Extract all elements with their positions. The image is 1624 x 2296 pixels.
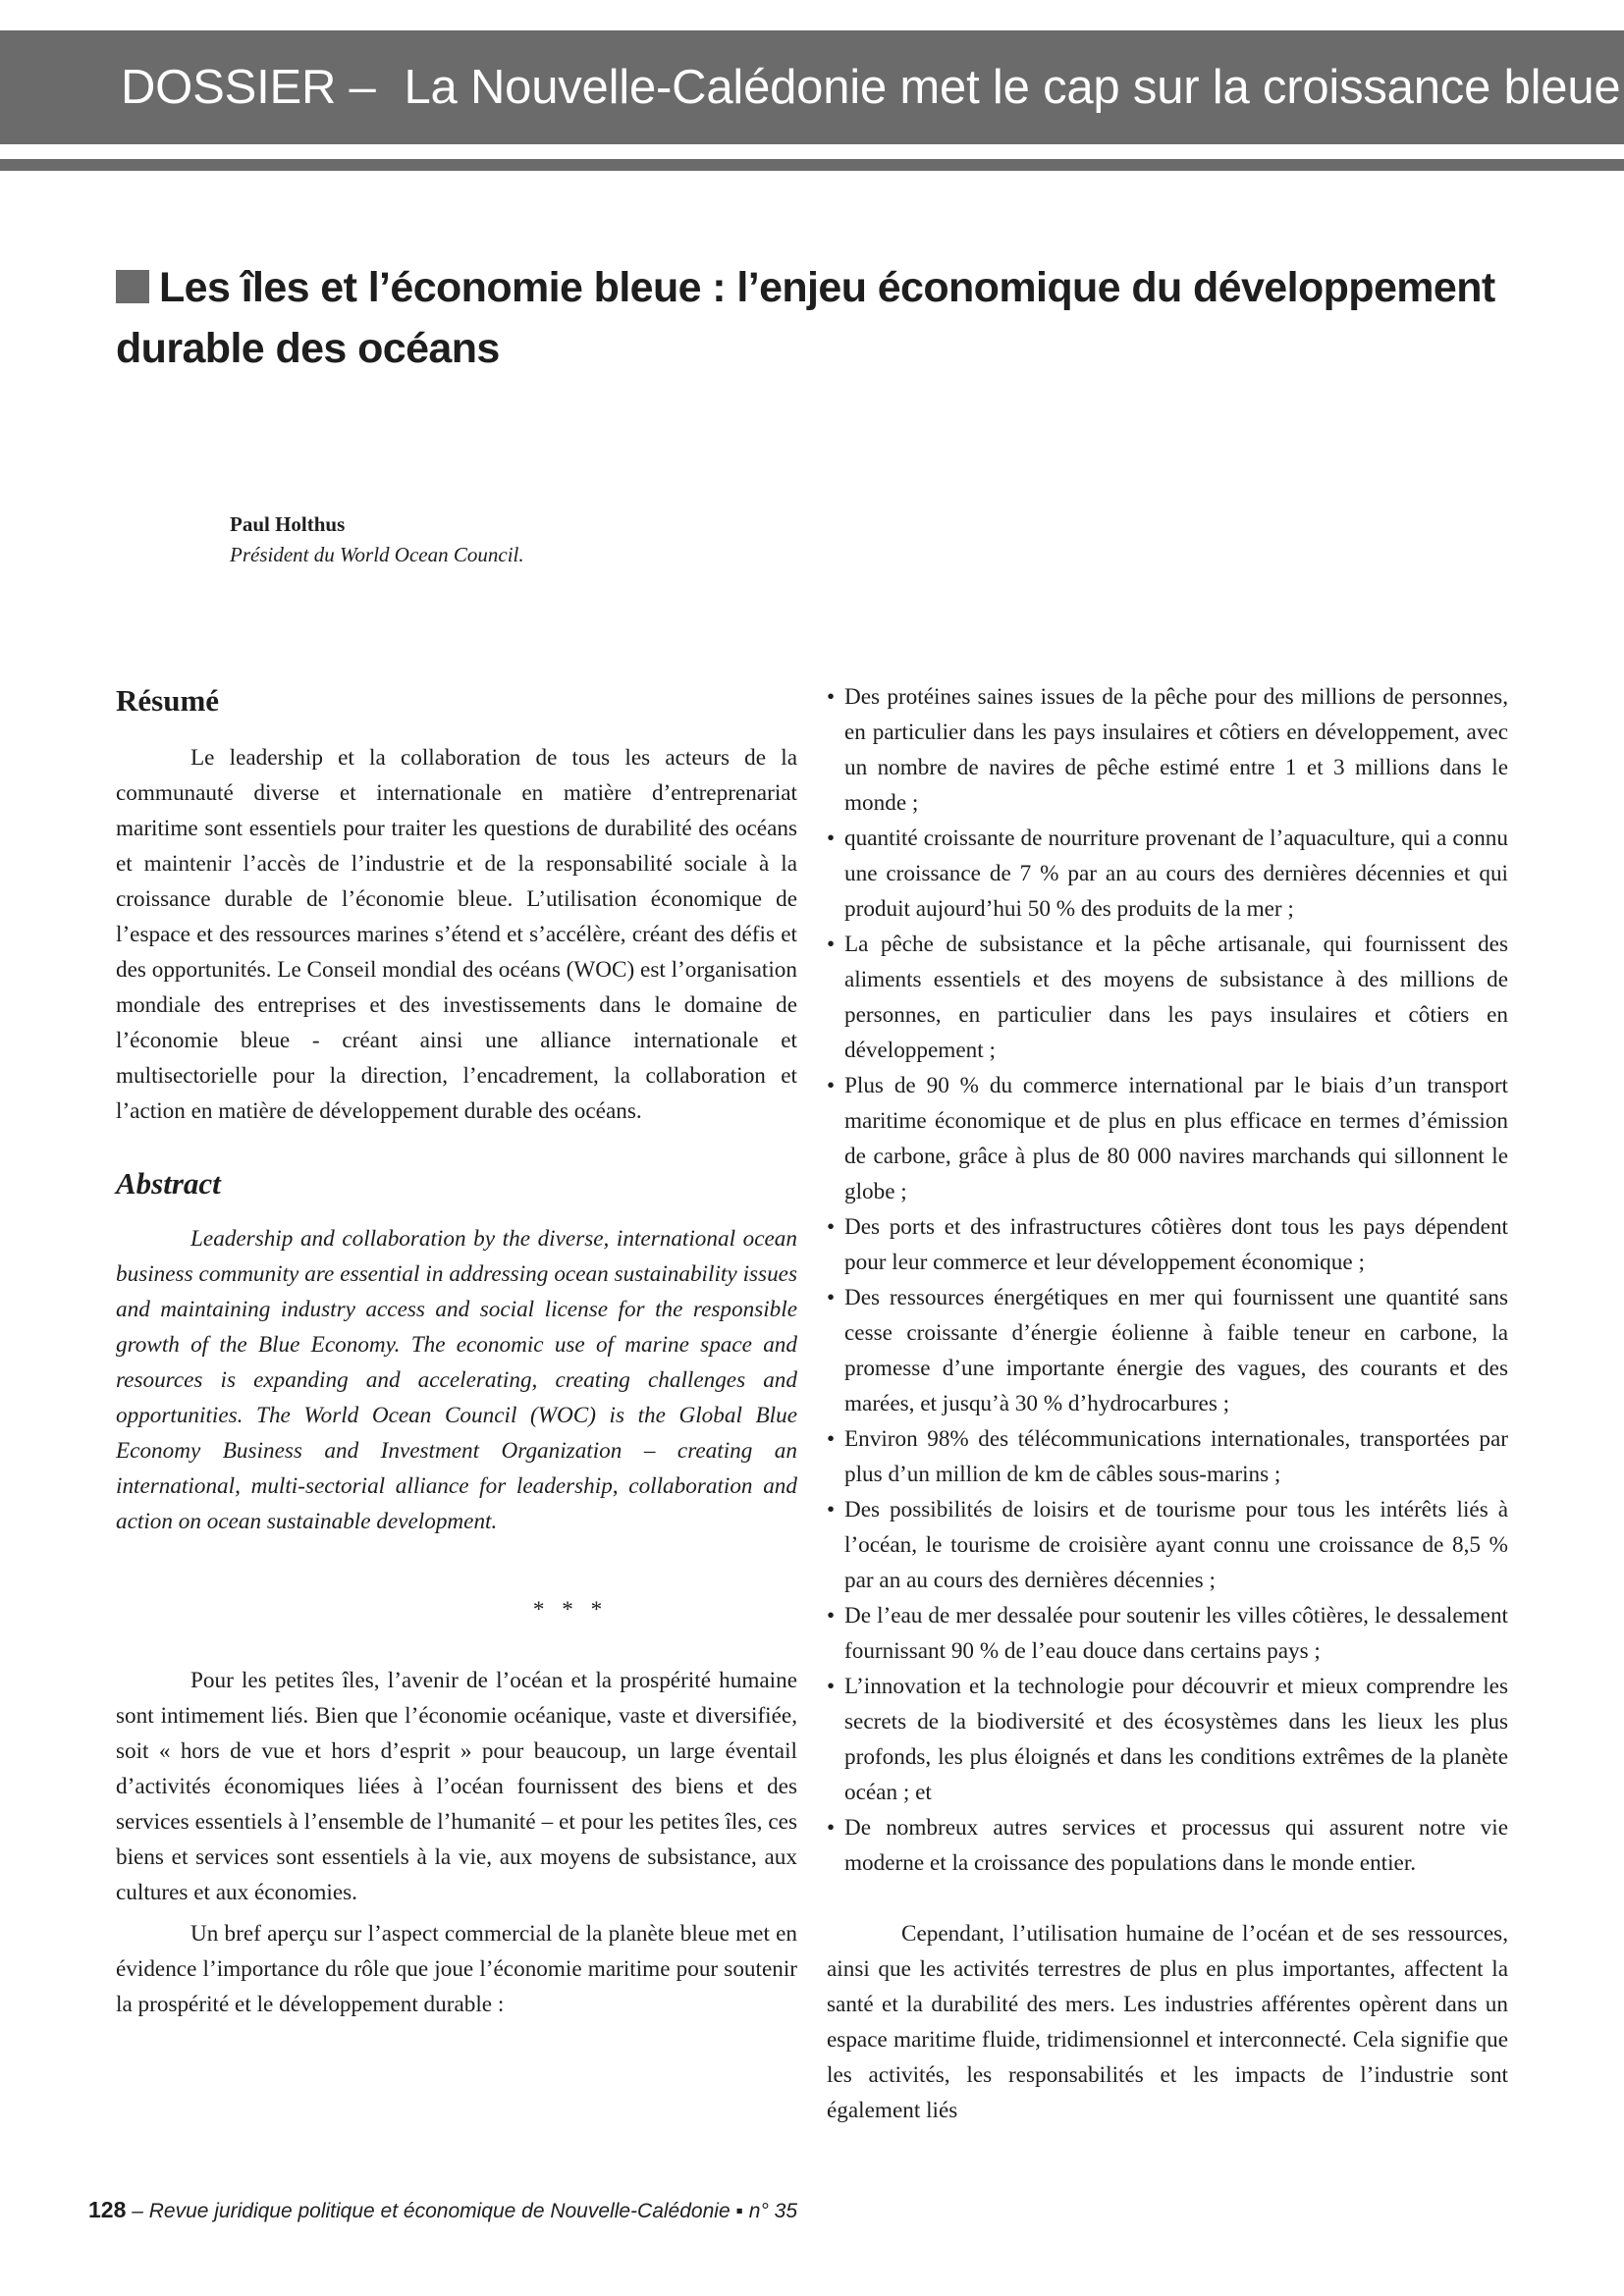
title-square-icon [116,270,149,303]
body-paragraph: Un bref aperçu sur l’aspect commercial de la planète bleue met en évidence l’importance du rôle que joue l’économie maritime pour soutenir la prospérité et le développement durable : [116,1921,797,2017]
author-name: Paul Holthus [230,512,346,536]
list-item: • Des protéines saines issues de la pêche pour des millions de personnes, en particulier dans les pays insulaires et côtiers en développement, avec un nombre de navires de pêche estimé entre 1 et 3 millions dans le monde ; [827,679,1508,821]
journal-name: – Revue juridique politique et économique de Nouvelle-Calédonie [132,2200,731,2222]
body-paragraph: Pour les petites îles, l’avenir de l’océan et la prospérité humaine sont intimement liés. Bien que l’économie océanique, vaste et diversifiée, soit « hors de vue et hors d’esprit » pour beaucoup, un large éventail d’activités économiques liées à l’océan fournissent des biens et des services essentiels à l’ensemble de l’humanité – et pour les petites îles, ces biens et services sont essentiels à la vie, aux moyens de subsistance, aux cultures et aux économies. [116,1668,797,1905]
abstract-text: Leadership and collaboration by the diverse, international ocean business community are essential in addressing ocean sustainability issues and maintaining industry access and social license for the responsible growth of the Blue Economy. The economic use of marine space and resources is expanding and accelerating, creating challenges and opportunities. The World Ocean Council (WOC) is the Global Blue Economy Business and Investment Organization – creating an international, multi-sectorial alliance for leadership, collaboration and action on ocean sustainable development. [116,1226,797,1534]
list-item: • Des ports et des infrastructures côtières dont tous les pays dépendent pour leur commerce et leur développement économique ; [827,1209,1508,1280]
list-item: • quantité croissante de nourriture provenant de l’aquaculture, qui a connu une croissance de 7 % par an au cours des dernières décennies et qui produit aujourd’hui 50 % des produits de la mer ; [827,821,1508,927]
resume-heading: Résumé [116,683,220,718]
resume-text: Le leadership et la collaboration de tous les acteurs de la communauté diverse et internationale en matière d’entreprenariat maritime sont essentiels pour traiter les questions de durabilité des océans et maintenir l’accès de l’industrie et de la responsabilité sociale à la croissance durable de l’économie bleue. L’utilisation économique de l’espace et des ressources marines s’étend et s’accélère, créant des défis et des opportunités. Le Conseil mondial des océans (WOC) est l’organisation mondiale des entreprises et des investissements dans le domaine de l’économie bleue - créant ainsi une alliance internationale et multisectorielle pour la direction, l’encadrement, la collaboration et l’action en matière de développement durable des océans. [116,745,797,1124]
page-footer [88,2197,797,2223]
dossier-label: DOSSIER – [121,61,376,114]
list-item: • Des ressources énergétiques en mer qui fournissent une quantité sans cesse croissante d’énergie éolienne à faible teneur en carbone, la promesse d’une importante énergie des vagues, des courants et des marées, et jusqu’à 30 % d’hydrocarbures ; [827,1280,1508,1421]
list-item: • Plus de 90 % du commerce international par le biais d’un transport maritime économique et de plus en plus efficace en termes d’émission de carbone, grâce à plus de 80 000 navires marchands qui sillonnent le globe ; [827,1068,1508,1209]
list-item: • Des possibilités de loisirs et de tourisme pour tous les intérêts liés à l’océan, le tourisme de croisière ayant connu une croissance de 8,5 % par an au cours des dernières décennies ; [827,1492,1508,1598]
footer-separator: ▪ [735,2200,743,2222]
section-break: * * * [532,1597,609,1623]
dossier-header-band [0,30,1624,144]
issue-number: n° 35 [748,2200,798,2222]
page-number: 128 [88,2197,127,2222]
body-paragraph: Cependant, l’utilisation humaine de l’océan et de ses ressources, ainsi que les activités terrestres de plus en plus importantes, affectent la santé et la durabilité des mers. Les industries afférentes opèrent dans un espace maritime fluide, tridimensionnel et interconnecté. Cela signifie que les activités, les responsabilités et les impacts de l’industrie sont également liés [827,1921,1508,2123]
bullet-list [827,679,1508,1881]
list-item: • De nombreux autres services et processus qui assurent notre vie moderne et la croissance des populations dans le monde entier. [827,1810,1508,1881]
article-title [116,257,1530,379]
abstract-heading: Abstract [116,1166,221,1201]
list-item: • La pêche de subsistance et la pêche artisanale, qui fournissent des aliments essentiels et des moyens de subsistance à des millions de personnes, en particulier dans les pays insulaires et côtiers en développement ; [827,927,1508,1068]
dossier-title: La Nouvelle-Calédonie met le cap sur la croissance bleue [404,61,1621,114]
list-item: • De l’eau de mer dessalée pour soutenir les villes côtières, le dessalement fournissant 90 % de l’eau douce dans certains pays ; [827,1598,1508,1669]
author-role: Président du World Ocean Council. [230,543,524,566]
header-divider [0,159,1624,171]
right-column [827,679,1508,2128]
list-item: • Environ 98% des télécommunications internationales, transportées par plus d’un million de km de câbles sous-marins ; [827,1421,1508,1492]
article-title-text: Les îles et l’économie bleue : l’enjeu économique du développement durable des océans [116,264,1495,372]
dossier-header-title [121,60,1620,115]
list-item: • L’innovation et la technologie pour découvrir et mieux comprendre les secrets de la biodiversité et des écosystèmes dans les lieux les plus profonds, les plus éloignés et dans les conditions extrêmes de la planète océan ; et [827,1669,1508,1810]
left-column [116,679,797,2022]
